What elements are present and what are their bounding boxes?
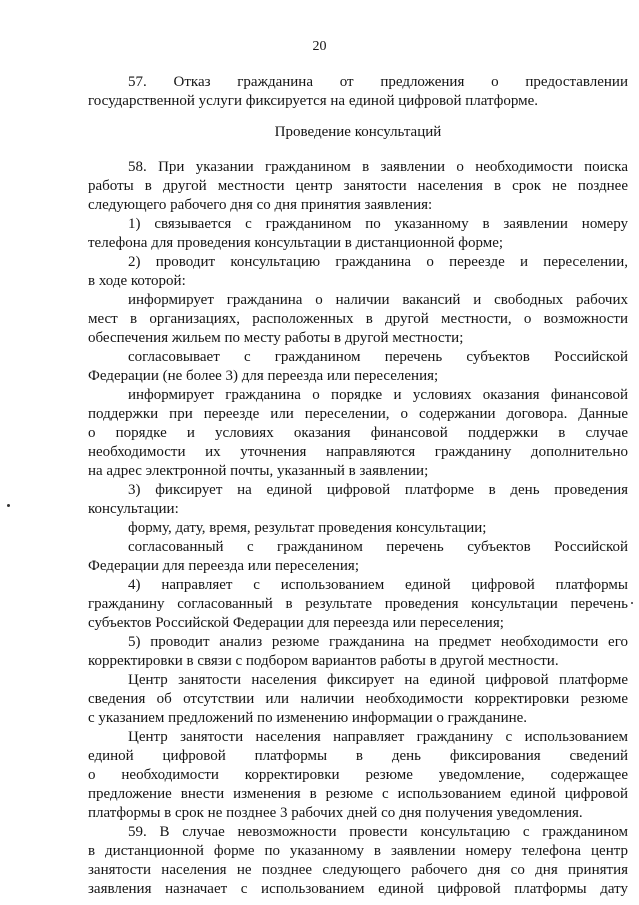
text-line: мест в организациях, расположенных в другой местности, о возможности: [88, 311, 628, 327]
text-line: с указанием предложений по изменению информации о гражданине.: [88, 710, 528, 726]
text-line: предложение внести изменения в резюме с использованием единой цифровой: [88, 786, 628, 802]
text-line: 58. При указании гражданином в заявлении о необходимости поиска: [128, 159, 628, 175]
text-line: поддержки при переезде или переселении, о содержании договора. Данные: [88, 406, 628, 422]
text-line: занятости населения не позднее следующего рабочего дня со дня принятия: [88, 862, 628, 878]
text-line: Центр занятости населения фиксирует на единой цифровой платформе: [128, 672, 628, 688]
text-line: 1) связывается с гражданином по указанному в заявлении номеру: [128, 216, 628, 232]
text-line: следующего рабочего дня со дня принятия заявления:: [88, 197, 433, 213]
text-line: информирует гражданина о порядке и условиях оказания финансовой: [128, 387, 628, 403]
text-line: 57. Отказ гражданина от предложения о предоставлении: [128, 74, 628, 90]
text-line: работы в другой местности центр занятости населения в срок не позднее: [88, 178, 628, 194]
section-heading: Проведение консультаций: [274, 124, 442, 140]
text-line: 2) проводит консультацию гражданина о переезде и переселении,: [128, 254, 628, 270]
text-line: заявления назначает с использованием единой цифровой платформы дату: [88, 881, 628, 897]
text-line: телефона для проведения консультации в дистанционной форме;: [88, 235, 504, 251]
text-line: о порядке и условиях оказания финансовой поддержки в случае: [88, 425, 628, 441]
text-line: в дистанционной форме по указанному в заявлении номеру телефона центр: [88, 843, 628, 859]
text-line: единой цифровой платформы в день фиксирования сведений: [88, 748, 628, 764]
text-line: необходимости их уточнения направляются гражданину дополнительно: [88, 444, 628, 460]
text-line: Центр занятости населения направляет гражданину с использованием: [128, 729, 628, 745]
text-line: согласованный с гражданином перечень субъектов Российской: [128, 539, 628, 555]
text-line: 59. В случае невозможности провести консультацию с гражданином: [128, 824, 628, 840]
text-line: гражданину согласованный в результате проведения консультации перечень: [88, 596, 628, 612]
text-line: на адрес электронной почты, указанный в заявлении;: [88, 463, 429, 479]
text-line: согласовывает с гражданином перечень субъектов Российской: [128, 349, 628, 365]
text-line: 3) фиксирует на единой цифровой платформе в день проведения: [128, 482, 628, 498]
text-line: о необходимости корректировки резюме уведомление, содержащее: [88, 767, 628, 783]
text-line: 5) проводит анализ резюме гражданина на предмет необходимости его: [128, 634, 628, 650]
text-line: обеспечения жильем по месту работы в другой местности;: [88, 330, 464, 346]
text-line: платформы в срок не позднее 3 рабочих дней со дня получения уведомления.: [88, 805, 583, 821]
text-line: в ходе которой:: [88, 273, 186, 289]
text-line: сведения об отсутствии или наличии необходимости корректировки резюме: [88, 691, 628, 707]
scan-speck: [7, 504, 10, 507]
scan-speck: [631, 602, 633, 604]
text-line: субъектов Российской Федерации для переезда или переселения;: [88, 615, 504, 631]
text-line: форму, дату, время, результат проведения консультации;: [128, 520, 487, 536]
text-line: корректировки в связи с подбором вариантов работы в другой местности.: [88, 653, 559, 669]
text-line: консультации:: [88, 501, 179, 517]
text-line: Федерации (не более 3) для переезда или переселения;: [88, 368, 439, 384]
text-line: Федерации для переезда или переселения;: [88, 558, 360, 574]
page-number: 20: [312, 39, 327, 54]
text-line: 4) направляет с использованием единой цифровой платформы: [128, 577, 628, 593]
text-line: информирует гражданина о наличии вакансий и свободных рабочих: [128, 292, 628, 308]
text-line: государственной услуги фиксируется на единой цифровой платформе.: [88, 93, 538, 109]
